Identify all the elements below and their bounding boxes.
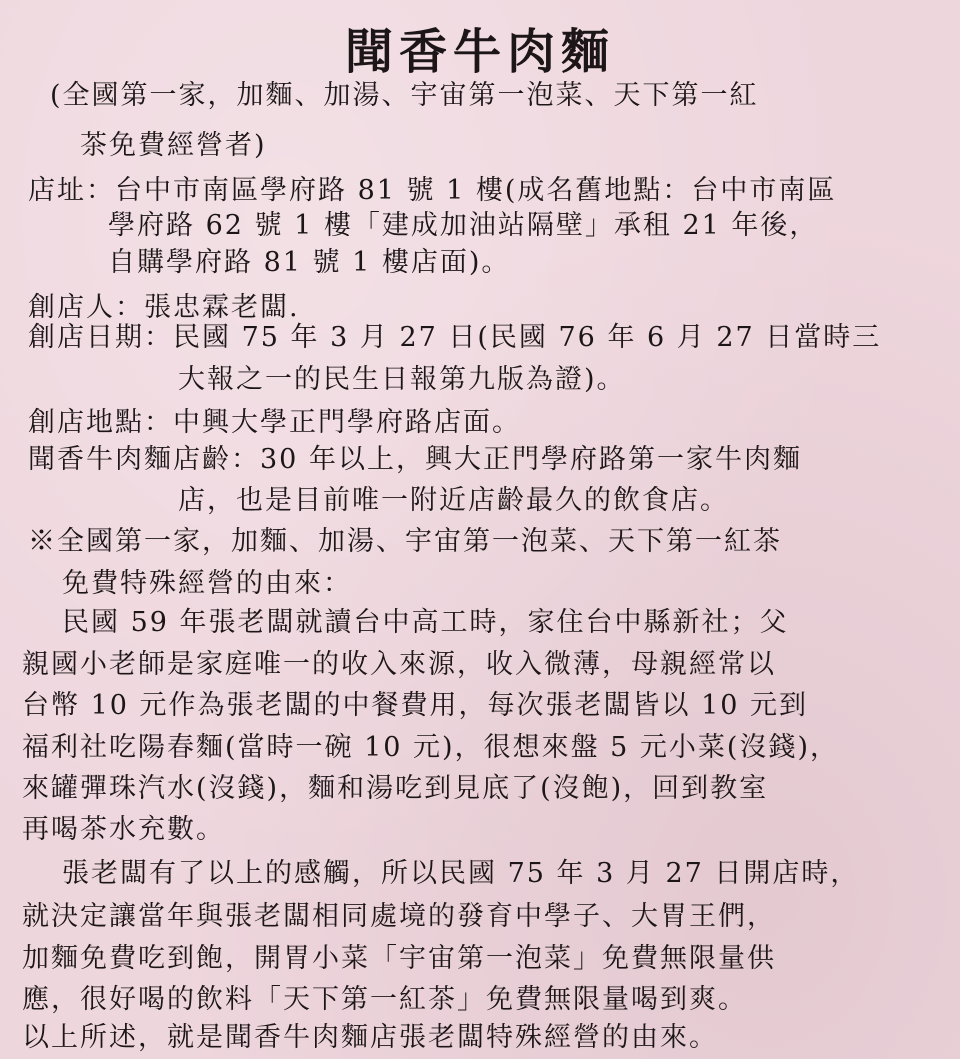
- intro-line-2: 茶免費經營者): [80, 130, 267, 161]
- story-paragraph-1-line-1: 民國 59 年張老闆就讀台中高工時，家住台中縣新社；父: [62, 607, 789, 638]
- founding-date-line-1: 創店日期：民國 75 年 3 月 27 日(民國 76 年 6 月 27 日當時三: [28, 322, 882, 353]
- origin-heading-line-1: ※全國第一家，加麵、加湯、宇宙第一泡菜、天下第一紅茶: [28, 526, 782, 557]
- story-paragraph-1-line-4: 福利社吃陽春麵(當時一碗 10 元)，很想來盤 5 元小菜(沒錢)，: [22, 732, 839, 763]
- founding-date-line-2: 大報之一的民生日報第九版為證)。: [178, 364, 626, 395]
- story-paragraph-2-line-2: 就決定讓當年與張老闆相同處境的發育中學子、大胃王們，: [22, 901, 776, 932]
- story-paragraph-2-line-3: 加麵免費吃到飽，開胃小菜「宇宙第一泡菜」免費無限量供: [22, 943, 776, 974]
- story-paragraph-1-line-3: 台幣 10 元作為張老闆的中餐費用，每次張老闆皆以 10 元到: [22, 690, 809, 721]
- story-paragraph-2-line-5: 以上所述，就是聞香牛肉麵店張老闆特殊經營的由來。: [22, 1022, 718, 1053]
- intro-line-1: (全國第一家，加麵、加湯、宇宙第一泡菜、天下第一紅: [50, 80, 759, 111]
- origin-heading-line-2: 免費特殊經營的由來：: [62, 568, 352, 599]
- story-paragraph-1-line-5: 來罐彈珠汽水(沒錢)，麵和湯吃到見底了(沒飽)，回到教室: [22, 773, 769, 804]
- story-paragraph-2-line-4: 應，很好喝的飲料「天下第一紅茶」免費無限量喝到爽。: [22, 984, 747, 1015]
- address-line-3: 自購學府路 81 號 1 樓店面)。: [108, 247, 511, 278]
- founding-location-line: 創店地點：中興大學正門學府路店面。: [28, 407, 521, 438]
- story-paragraph-1-line-6: 再喝茶水充數。: [22, 814, 225, 845]
- founder-line: 創店人：張忠霖老闆.: [28, 292, 300, 323]
- store-age-line-2: 店，也是目前唯一附近店齡最久的飲食店。: [178, 485, 729, 516]
- story-paragraph-1-line-2: 親國小老師是家庭唯一的收入來源，收入微薄，母親經常以: [22, 649, 776, 680]
- address-line-1: 店址：台中市南區學府路 81 號 1 樓(成名舊地點：台中市南區: [28, 175, 837, 206]
- address-line-2: 學府路 62 號 1 樓「建成加油站隔壁」承租 21 年後，: [108, 210, 819, 241]
- story-paragraph-2-line-1: 張老闆有了以上的感觸，所以民國 75 年 3 月 27 日開店時，: [62, 858, 860, 889]
- store-age-line-1: 聞香牛肉麵店齡：30 年以上，興大正門學府路第一家牛肉麵: [28, 444, 802, 475]
- page-title: 聞香牛肉麵: [344, 24, 615, 80]
